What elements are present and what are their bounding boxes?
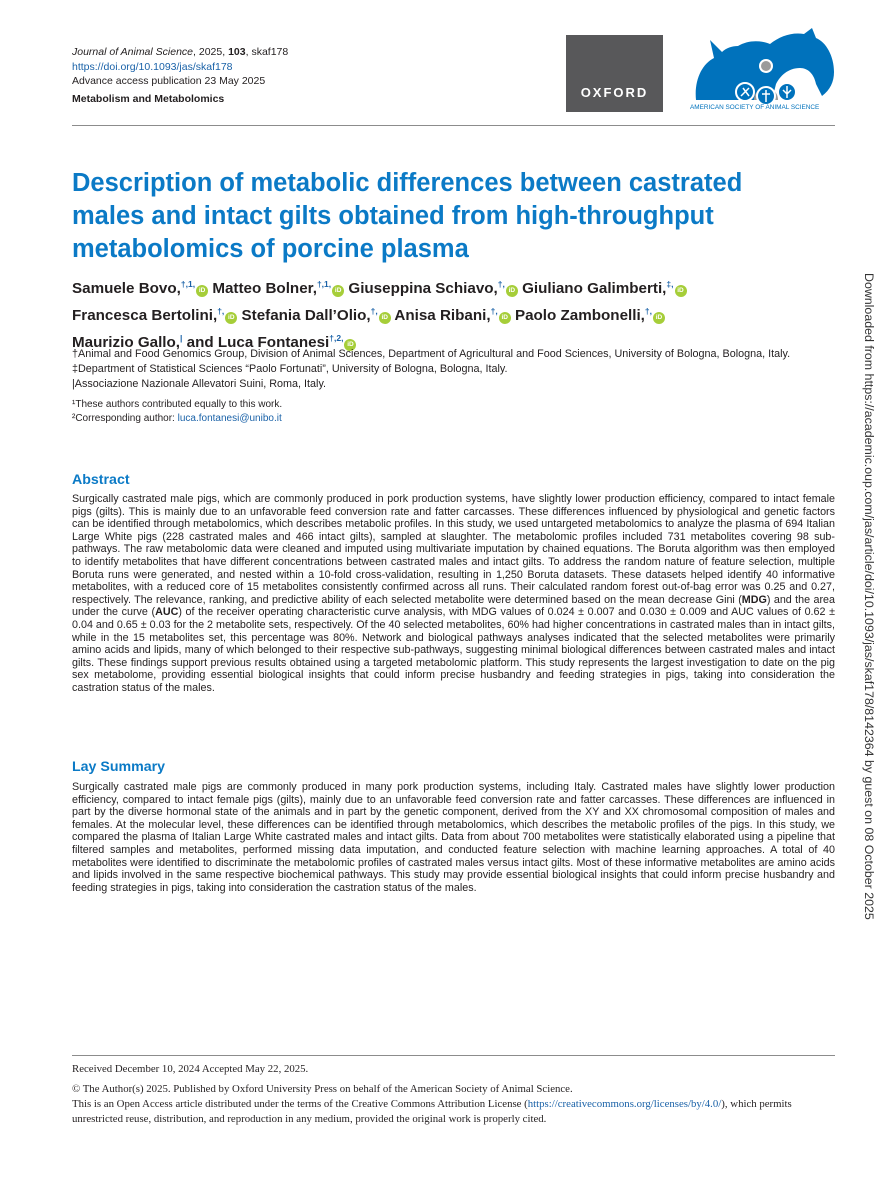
journal-header: [72, 45, 288, 106]
orcid-icon[interactable]: iD: [506, 285, 518, 297]
author-name: Maurizio Gallo,: [72, 334, 181, 352]
download-side-note: [862, 273, 876, 920]
abstract-text-part: ) and the area under the curve (: [72, 593, 835, 619]
orcid-icon[interactable]: iD: [332, 285, 344, 297]
corresponding-author-note: [72, 412, 835, 426]
lay-summary-text: Surgically castrated male pigs are commonly produced in many pork production systems, including Italy. Castrated males have slightly lower production efficiency, compared to intact female pigs (gilts), mainly due to an unfavorable feed conversion rate and fatter carcasses. These differences are influenced in part by the diverse hormonal state of the animals and in part by the genetic component, derived from the XY and XX chromosomal composition of males and females. At the molecular level, these differences can be identified through metabolomics, which describes the metabolic profiles of the pigs. In this study, we compared the plasma of Italian Large White castrated males and intact gilts. Data from about 700 metabolites were statistically elaborated using a pipeline that filtered samples and metabolites, performed missing data imputation, and conducted feature selection with machine learning approaches. A total of 40 metabolites were identified to discriminate the metabolomic profiles of castrated males versus intact gilts. Most of these informative metabolites are amino acids and lipids involved in the same respective biochemical pathways. This study may provide essential biological insights that could inform precise husbandry and feeding strategies in pigs, taking into consideration the castration status of the males.: [72, 781, 835, 894]
author-name: Anisa Ribani,: [394, 307, 491, 325]
corresponding-author-label: ²Corresponding author:: [72, 412, 178, 424]
abstract-heading: Abstract: [72, 472, 130, 488]
orcid-icon[interactable]: iD: [196, 285, 208, 297]
received-dates: Received December 10, 2024 Accepted May 22, 2025.: [72, 1063, 309, 1075]
orcid-icon[interactable]: iD: [675, 285, 687, 297]
abstract-bold-term: AUC: [155, 606, 179, 619]
orcid-icon[interactable]: iD: [379, 312, 391, 324]
abstract-bold-term: MDG: [741, 593, 767, 606]
author-affil-marker: †,: [644, 306, 652, 317]
author-name: Francesca Bertolini,: [72, 307, 218, 325]
orcid-icon[interactable]: iD: [653, 312, 665, 324]
abstract-text: [72, 493, 835, 695]
download-side-note-text: Downloaded from https://academic.oup.com/jas/article/doi/10.1093/jas/skaf178/8142364 by guest on 08 October 2025: [862, 273, 876, 920]
journal-name: Journal of Animal Science: [72, 46, 194, 58]
equal-contribution-note: ¹These authors contributed equally to this work.: [72, 398, 283, 410]
lay-summary-heading: Lay Summary: [72, 759, 166, 775]
author-affil-marker: †,: [370, 306, 378, 317]
volume: 103: [228, 46, 246, 58]
license-text-part: ), which permits unrestricted reuse, distribution, and reproduction in any medium, provided the original work is properly cited.: [72, 1098, 792, 1125]
citation-line: Journal of Animal Science, 2025, 103, skaf178: [72, 46, 289, 58]
author-affil-marker: |: [180, 333, 183, 344]
article-id: skaf178: [251, 46, 289, 58]
header-divider: [72, 125, 835, 126]
affiliations: [72, 347, 835, 426]
orcid-icon[interactable]: iD: [225, 312, 237, 324]
author-name: Samuele Bovo,: [72, 280, 181, 298]
author-name: and Luca Fontanesi: [186, 334, 330, 352]
abstract-text-part: ) of the receiver operating characteristic curve analysis, with MDG values of 0.024 ± 0.007 and 0.030 ± 0.009 and AUC values of 0.62 ± 0.04 and 0.65 ± 0.03 for the 2 metabolite sets, respectively. Of the 40 selected metabolites, 60% had higher concentrations in castrated males than in intact gilts, while in the 15 metabolites set, this percentage was 80%. Network and biological pathways analyses indicated that the selected metabolites were primarily amino acids and lipids, many of which belonged to their respective sub-pathways, suggesting minimal biological differences between castrated males and intact gilts. These findings support previous results obtained using a targeted metabolomic platform. This study represents the largest investigation to date on the pig sex metabolome, providing essential biological insights that could inform precise husbandry and feeding strategies in pigs, taking into consideration the castration status of the males.: [72, 606, 835, 694]
doi-link[interactable]: https://doi.org/10.1093/jas/skaf178: [72, 60, 233, 73]
author-affil-marker: ‡,: [666, 279, 674, 289]
author-name: Paolo Zambonelli,: [514, 307, 645, 325]
author-name: Giuseppina Schiavo,: [348, 280, 498, 298]
orcid-icon[interactable]: iD: [344, 339, 356, 351]
affiliation: †Animal and Food Genomics Group, Division of Animal Sciences, Department of Agricultural and Food Sciences, University of Bologna, Bologna, Italy.: [72, 348, 791, 360]
access-date: Advance access publication 23 May 2025: [72, 75, 266, 87]
affiliation: |Associazione Nazionale Allevatori Suini, Roma, Italy.: [72, 378, 327, 391]
oxford-logo-text: OXFORD: [580, 85, 649, 100]
footer: [72, 1062, 835, 1127]
license-link[interactable]: https://creativecommons.org/licenses/by/4.0/: [527, 1098, 722, 1110]
affiliation: ‡Department of Statistical Sciences “Paolo Fortunati”, University of Bologna, Bologna, Italy.: [72, 363, 508, 376]
author-affil-marker: †,1,: [180, 279, 196, 289]
orcid-icon[interactable]: iD: [499, 312, 511, 324]
footer-divider: [72, 1055, 835, 1056]
article-title: Description of metabolic differences between castrated males and intact gilts obtained from high-throughput metabolomics of porcine plasma: [72, 169, 743, 263]
asas-logo-text: AMERICAN SOCIETY OF ANIMAL SCIENCE: [690, 104, 820, 111]
author-affil-marker: †,2,: [329, 333, 344, 344]
corresponding-email-link[interactable]: luca.fontanesi@unibo.it: [177, 412, 282, 424]
author-affil-marker: †,1,: [316, 279, 332, 289]
author-affil-marker: †,: [217, 306, 225, 317]
copyright-line: © The Author(s) 2025. Published by Oxford University Press on behalf of the American Society of Animal Science.: [72, 1083, 573, 1095]
author-notes: [72, 398, 835, 426]
author-name: Giuliano Galimberti,: [522, 280, 667, 298]
author-list: [72, 273, 842, 354]
license-text-part: This is an Open Access article distributed under the terms of the Creative Commons Attribution License (: [72, 1098, 528, 1110]
oxford-logo: [566, 35, 663, 112]
section-label: Metabolism and Metabolomics: [72, 92, 225, 105]
author-affil-marker: †,: [490, 306, 498, 317]
abstract-text-part: Surgically castrated male pigs, which are commonly produced in pork production systems, have slightly lower production efficiency, compared to intact female pigs (gilts). This is mainly due to an unfavorable feed conversion rate and fatter carcasses. These differences influenced by physiological and genetic factors can be identified through metabolomics, which describes metabolic profiles. In this study, we used untargeted metabolomics to analyze the plasma of 694 Italian Large White pigs (228 castrated males and 466 intact gilts), sampled at slaughter. The metabolomic profiles included 731 metabolites covering 98 sub-pathways. The raw metabolomic data were cleaned and imputed using multivariate imputation by chained equations. The Boruta algorithm was then employed to identify metabolites that have different concentrations between castrated males and intact gilts. To address the random nature of feature selection, multiple Boruta runs were generated, and nested within a 10-fold cross-validation, resulting in 1,250 Boruta datasets. These datasets helped identify 40 informative metabolites, with a reduced core of 15 metabolites consistently confirmed across all runs. Their calculated random forest out-of-bag error was 0.25 and 0.27, respectively. The relevance, ranking, and predictive ability of each selected metabolite were determined based on the mean decrease Gini (: [72, 493, 835, 606]
author-affil-marker: †,: [497, 279, 505, 289]
author-name: Stefania Dall’Olio,: [241, 307, 371, 325]
author-name: Matteo Bolner,: [212, 280, 317, 298]
year: 2025: [198, 46, 223, 58]
license-text: [72, 1097, 835, 1127]
